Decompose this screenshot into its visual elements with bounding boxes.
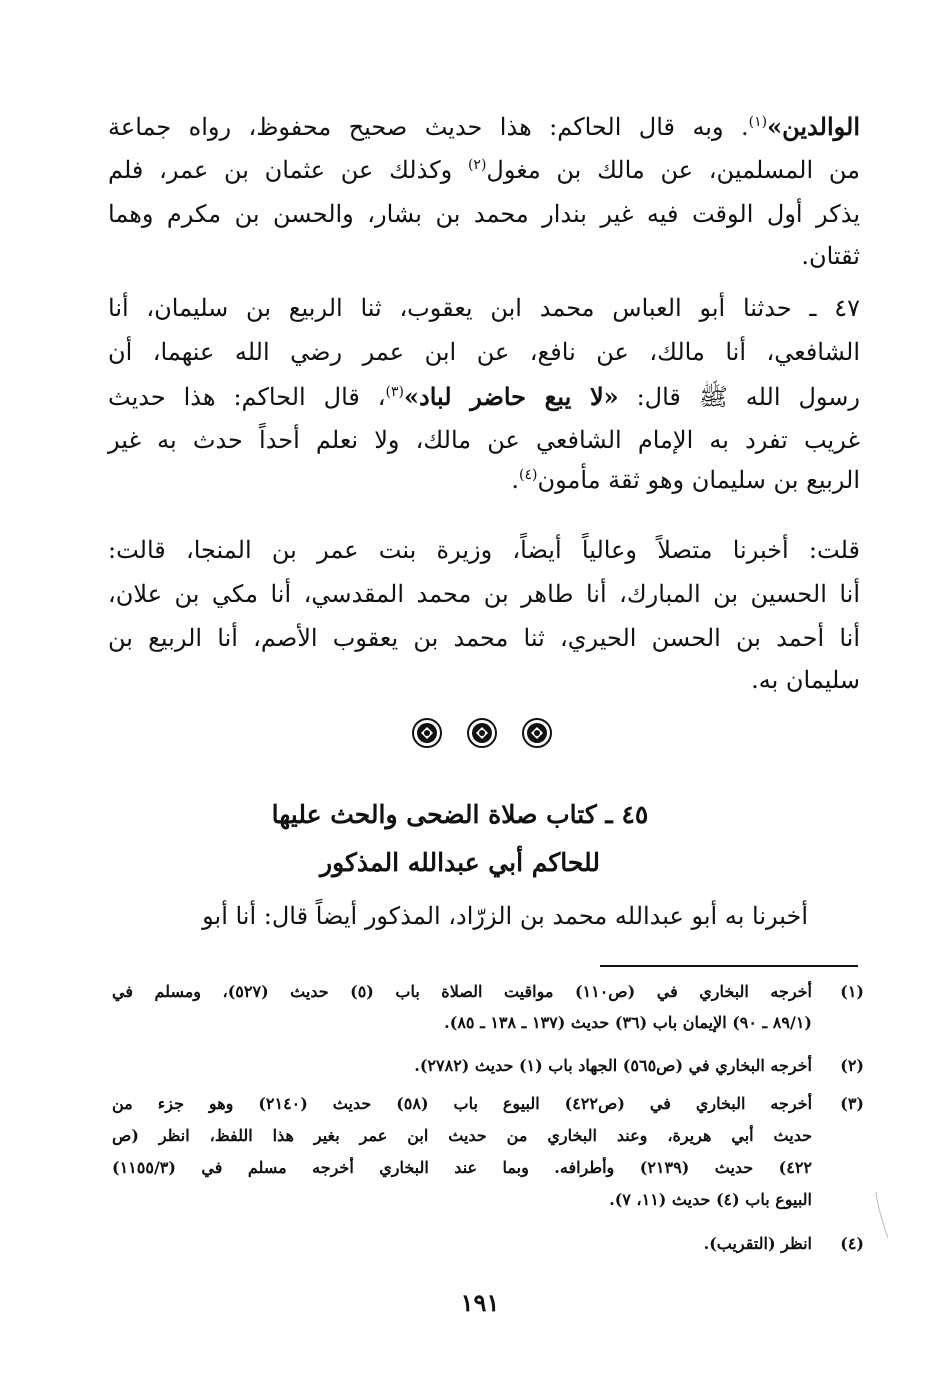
footnote-line: حديث أبي هريرة، وعند البخاري من حديث ابن عمر بغير هذا اللفظ، انظر (ص (112, 1126, 812, 1145)
text-line: قلت: أخبرنا متصلاً وعالياً أيضاً، وزيرة بنت عمر بن المنجا، قالت: (108, 536, 860, 564)
text-line: أخبرنا به أبو عبدالله محمد بن الزرّاد، المذكور أيضاً قال: أنا أبو (202, 902, 808, 930)
ornament-separator (410, 716, 555, 750)
text-span: . (511, 466, 520, 494)
chapter-subheading: للحاكم أبي عبدالله المذكور (320, 848, 600, 877)
paragraph-3 (108, 532, 860, 702)
ornament-icon (523, 719, 551, 747)
footnote-line: أخرجه البخاري في (ص١١٠) مواقيت الصلاة باب (٥) حديث (٥٢٧)، ومسلم في (112, 982, 812, 1001)
text-line: أنا أحمد بن الحسن الحيري، ثنا محمد بن يعقوب الأصم، أنا الربيع بن (108, 624, 860, 652)
text-line: الشافعي، أنا مالك، عن نافع، عن ابن عمر رضي الله عنهما، أن (108, 338, 860, 366)
text-line: ٤٧ ـ حدثنا أبو العباس محمد ابن يعقوب، ثنا الربيع بن سليمان، أنا (108, 294, 860, 322)
footnote-3 (112, 1094, 812, 1218)
footnote-line: أخرجه البخاري في (ص٥٦٥) الجهاد باب (١) حديث (٢٧٨٢). (414, 1056, 812, 1075)
text-span: من المسلمين، عن مالك بن مغول (486, 156, 860, 184)
quote-text: الوالدين» (767, 112, 860, 141)
footnote-separator (600, 965, 858, 967)
text-span: ، قال الحاكم: هذا حديث (108, 383, 386, 411)
footnote-number: (٢) (840, 1056, 864, 1075)
text-line: أنا الحسين بن المبارك، أنا طاهر بن محمد المقدسي، أنا مكي بن علان، (108, 580, 860, 608)
footnote-1 (112, 982, 812, 1042)
paragraph-1 (108, 104, 860, 274)
quote-text: «لا يبع حاضر لباد» (404, 382, 619, 411)
text-span: الربيع بن سليمان وهو ثقة مأمون (537, 466, 860, 494)
scan-artifact (872, 1190, 892, 1240)
chapter-heading: ٤٥ ـ كتاب صلاة الضحى والحث عليها (271, 800, 649, 829)
footnote-ref: (٢) (467, 157, 487, 173)
ornament-icon (468, 719, 496, 747)
footnote-2 (112, 1056, 812, 1086)
footnote-line: انظر (التقريب). (703, 1234, 812, 1253)
text-line: سليمان به. (751, 666, 860, 694)
text-line: غريب تفرد به الإمام الشافعي عن مالك، ولا نعلم أحداً حدث به غير (108, 426, 860, 454)
text-span: رسول الله ﷺ قال: (618, 383, 860, 411)
text-span: وكذلك عن عثمان بن عمر، فلم (108, 156, 468, 184)
page-number: ١٩١ (460, 1288, 500, 1317)
footnote-line: ٤٢٢) حديث (٢١٣٩) وأطرافه. وبما عند البخاري أخرجه مسلم في (١١٥٥/٣) (112, 1158, 813, 1177)
footnote-4 (112, 1234, 812, 1264)
paragraph-4 (108, 896, 808, 940)
paragraph-2 (108, 290, 860, 500)
footnote-number: (٤) (840, 1234, 864, 1253)
text-line (108, 156, 860, 184)
footnote-line: أخرجه البخاري في (ص٤٢٢) البيوع باب (٥٨) حديث (٢١٤٠) وهو جزء من (112, 1094, 813, 1113)
text-line (108, 466, 860, 494)
text-line: يذكر أول الوقت فيه غير بندار محمد بن بشار، والحسن بن مكرم وهما (108, 200, 860, 228)
footnote-line: (٨٩/١ ـ ٩٠) الإيمان باب (٣٦) حديث (١٣٧ ـ ١٣٨ ـ ٨٥). (444, 1013, 812, 1032)
footnote-number: (٣) (840, 1094, 864, 1113)
footnote-line: البيوع باب (٤) حديث (١١، ٧). (609, 1190, 812, 1209)
text-line (108, 382, 860, 417)
text-line (108, 112, 860, 141)
footnote-ref: (٣) (385, 384, 405, 400)
footnote-ref: (٤) (519, 467, 538, 483)
text-line: ثقتان. (801, 242, 860, 270)
footnote-number: (١) (840, 982, 864, 1001)
text-span: . وبه قال الحاكم: هذا حديث صحيح محفوظ، رواه جماعة (108, 113, 749, 141)
footnote-ref: (١) (748, 114, 768, 130)
ornament-icon (413, 719, 441, 747)
